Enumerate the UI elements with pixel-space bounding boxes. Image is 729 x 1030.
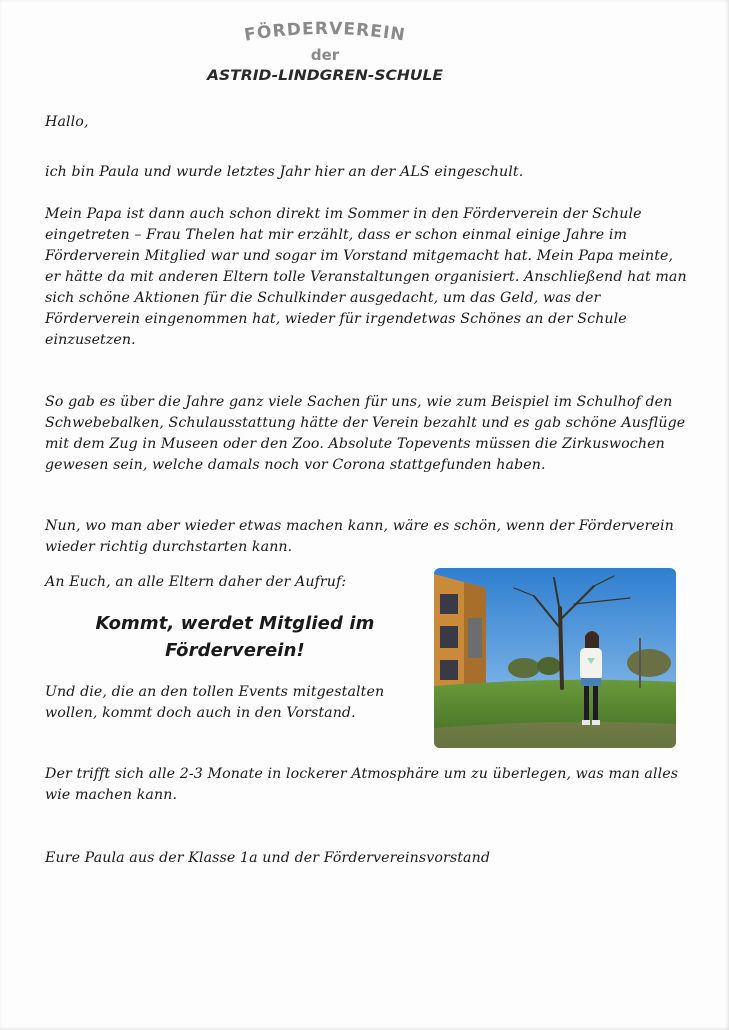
slogan bbox=[75, 610, 395, 664]
svg-text:FÖRDERVEREIN bbox=[243, 19, 407, 46]
greeting: Hallo, bbox=[45, 114, 89, 130]
logo-title: FÖRDERVEREIN bbox=[243, 18, 407, 46]
slogan-line-2: Förderverein! bbox=[165, 640, 305, 661]
intro-paragraph: ich bin Paula und wurde letztes Jahr hier an der ALS eingeschult. bbox=[45, 164, 524, 180]
paragraph-activities: So gab es über die Jahre ganz viele Sachen für uns, wie zum Beispiel im Schulhof den Schwebebalken, Schulausstattung hätte der Verein bezahlt und es gab schöne Ausflüge mit dem Zug in Museen oder den Zoo. Absolute Topevents müssen die Zirkuswochen gewesen sein, welche damals noch vor Corona stattgefunden haben. bbox=[45, 394, 686, 473]
slogan-line-1: Kommt, werdet Mitglied im bbox=[95, 613, 375, 634]
paragraph-join-board: Und die, die an den tollen Events mitgestalten wollen, kommt doch auch in den Vorstand. bbox=[45, 684, 385, 721]
signature: Eure Paula aus der Klasse 1a und der Fördervereinsvorstand bbox=[45, 850, 491, 866]
paragraph-restart: Nun, wo man aber wieder etwas machen kann, wäre es schön, wenn der Förderverein wieder richtig durchstarten kann. bbox=[45, 518, 674, 555]
school-logo bbox=[200, 18, 450, 88]
logo-school-name: ASTRID-LINDGREN-SCHULE bbox=[205, 68, 444, 84]
photo-girl-schoolyard bbox=[434, 568, 676, 748]
paragraph-meetings: Der trifft sich alle 2-3 Monate in lockerer Atmosphäre um zu überlegen, was man alles wie machen kann. bbox=[45, 766, 679, 803]
school-building bbox=[434, 574, 486, 690]
paragraph-membership: Mein Papa ist dann auch schon direkt im Sommer in den Förderverein der Schule eingetreten – Frau Thelen hat mir erzählt, dass er schon einmal einige Jahre im Förderverein Mitglied war und sogar im Vorstand mitgemacht hat. Mein Papa meinte, er hätte da mit anderen Eltern tolle Veranstaltungen organisiert. Anschließend hat man sich schöne Aktionen für die Schulkinder ausgedacht, um das Geld, was der Förderverein eingenommen hat, wieder für irgendetwas Schönes an der Schule einzusetzen. bbox=[45, 206, 687, 348]
logo-der: der bbox=[310, 46, 340, 64]
call-to-parents: An Euch, an alle Eltern daher der Aufruf: bbox=[45, 574, 347, 590]
